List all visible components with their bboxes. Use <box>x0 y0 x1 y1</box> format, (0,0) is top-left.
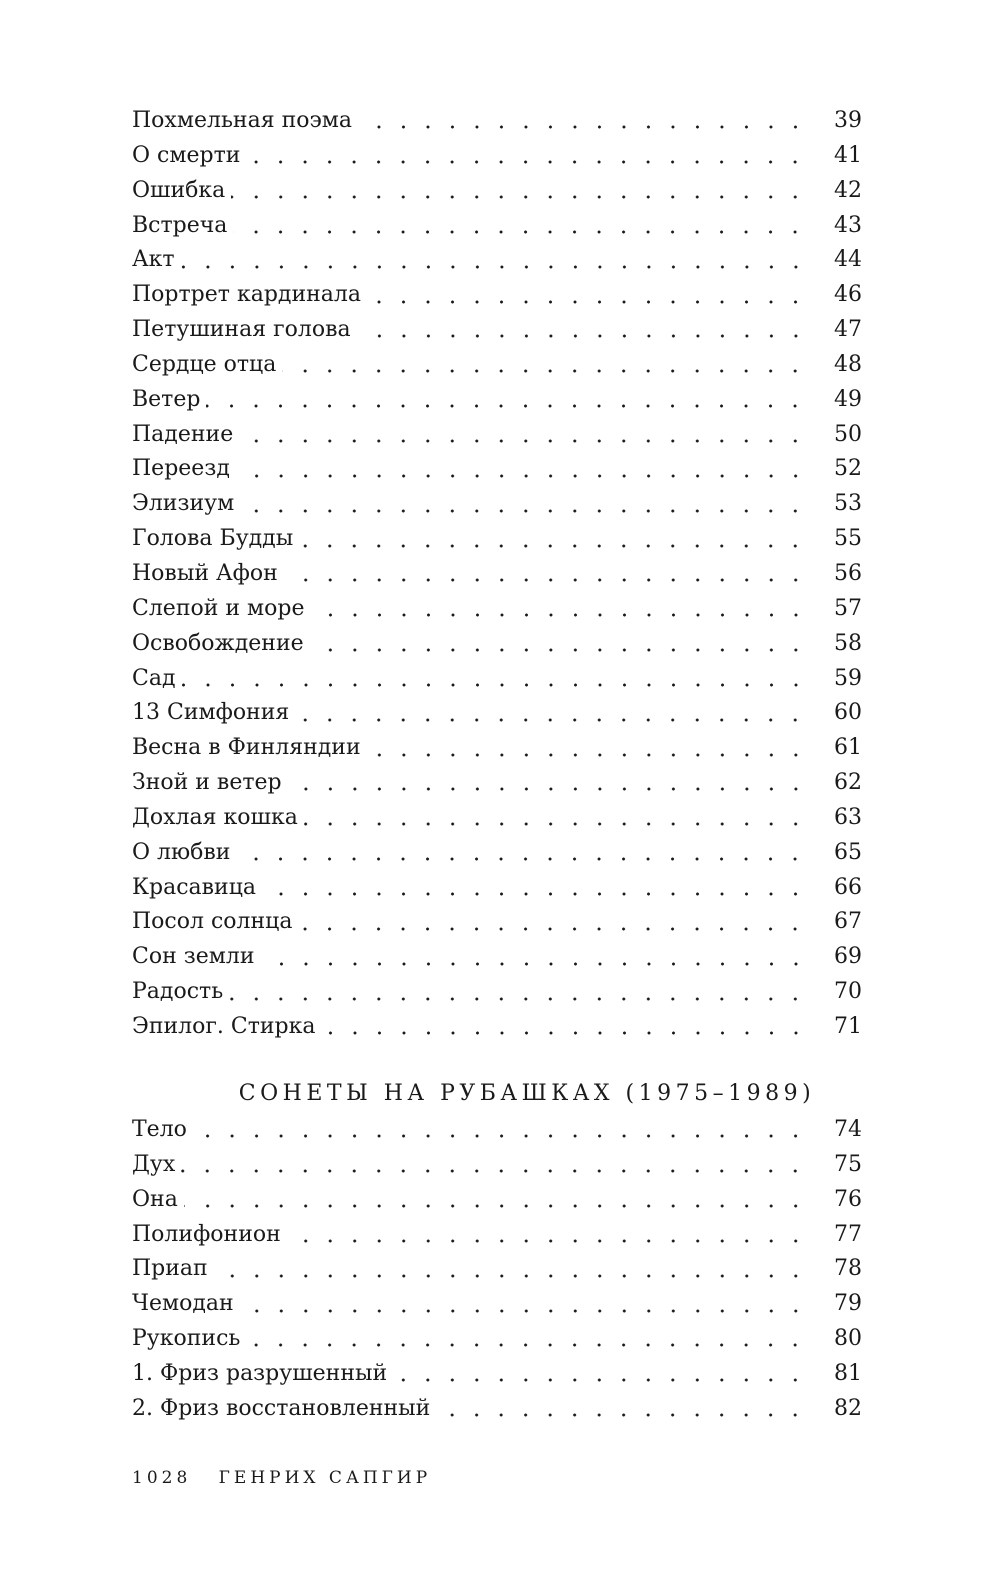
dot-leader <box>299 544 818 550</box>
dot-leader <box>282 369 818 375</box>
table-of-contents-part-1 <box>132 104 862 1045</box>
toc-entry <box>132 1113 862 1148</box>
toc-entry <box>132 662 862 697</box>
toc-entry <box>132 696 862 731</box>
toc-entry-title: Освобождение <box>132 630 304 656</box>
toc-entry <box>132 383 862 418</box>
dot-leader <box>193 1134 818 1140</box>
dot-leader <box>367 300 818 306</box>
toc-entry-title: Сон земли <box>132 944 255 970</box>
dot-leader <box>229 997 818 1003</box>
toc-entry <box>132 104 862 139</box>
toc-entry-title: 1. Фриз разрушенный <box>132 1360 388 1386</box>
toc-entry-title: О смерти <box>132 142 241 168</box>
dot-leader <box>295 718 818 724</box>
toc-entry-title: Весна в Финляндии <box>132 735 361 761</box>
dot-leader <box>184 1204 818 1210</box>
toc-entry-title: Посол солнца <box>132 909 293 935</box>
dot-leader <box>181 1169 818 1175</box>
toc-entry-title: Полифонион <box>132 1221 281 1247</box>
toc-entry-title: Слепой и море <box>132 595 305 621</box>
toc-entry <box>132 1252 862 1287</box>
toc-entry <box>132 278 862 313</box>
toc-entry <box>132 1392 862 1427</box>
dot-leader <box>393 1378 818 1384</box>
dot-leader <box>358 125 818 131</box>
dot-leader <box>262 892 818 898</box>
dot-leader <box>436 1413 818 1419</box>
toc-entry-page-number: 77 <box>834 1221 862 1247</box>
dot-leader <box>236 857 818 863</box>
toc-entry-page-number: 49 <box>834 386 862 412</box>
toc-entry <box>132 940 862 975</box>
toc-entry <box>132 452 862 487</box>
section-heading: СОНЕТЫ НА РУБАШКАХ (1975–1989) <box>238 1081 816 1106</box>
toc-entry-page-number: 42 <box>834 177 862 203</box>
dot-leader <box>322 1031 818 1037</box>
dot-leader <box>236 474 818 480</box>
dot-leader <box>246 160 818 166</box>
toc-entry-page-number: 82 <box>834 1395 862 1421</box>
toc-entry-page-number: 65 <box>834 839 862 865</box>
toc-entry-page-number: 67 <box>834 909 862 935</box>
toc-entry-page-number: 55 <box>834 526 862 552</box>
toc-entry-title: Она <box>132 1186 178 1212</box>
toc-entry-page-number: 81 <box>834 1360 862 1386</box>
toc-entry <box>132 313 862 348</box>
toc-entry-title: Дух <box>132 1151 176 1177</box>
dot-leader <box>239 439 818 445</box>
toc-entry <box>132 1218 862 1253</box>
toc-entry-title: Приап <box>132 1256 208 1282</box>
toc-entry <box>132 731 862 766</box>
toc-entry-page-number: 63 <box>834 804 862 830</box>
toc-entry-page-number: 44 <box>834 247 862 273</box>
toc-entry-title: Сердце отца <box>132 351 277 377</box>
dot-leader <box>233 230 818 236</box>
dot-leader <box>287 1239 818 1245</box>
toc-entry-title: Рукопись <box>132 1326 241 1352</box>
toc-entry <box>132 627 862 662</box>
toc-entry-page-number: 39 <box>834 108 862 133</box>
running-footer <box>132 1466 431 1490</box>
toc-entry-page-number: 60 <box>834 700 862 726</box>
toc-entry-page-number: 43 <box>834 212 862 238</box>
toc-entry-page-number: 69 <box>834 944 862 970</box>
toc-entry-title: Зной и ветер <box>132 770 282 796</box>
dot-leader <box>311 613 818 619</box>
toc-entry-page-number: 48 <box>834 351 862 377</box>
dot-leader <box>261 962 818 968</box>
toc-entry-title: 13 Симфония <box>132 700 290 726</box>
dot-leader <box>284 578 818 584</box>
toc-entry-title: Портрет кардинала <box>132 282 361 308</box>
toc-entry <box>132 975 862 1010</box>
dot-leader <box>288 787 818 793</box>
dot-leader <box>182 683 819 689</box>
toc-entry-title: Ошибка <box>132 177 226 203</box>
toc-entry-title: Элизиум <box>132 491 235 517</box>
toc-entry <box>132 487 862 522</box>
toc-entry-title: Красавица <box>132 874 256 900</box>
toc-entry-title: 2. Фриз восстановленный <box>132 1395 431 1421</box>
toc-entry-page-number: 79 <box>834 1291 862 1317</box>
toc-entry-title: Петушиная голова <box>132 317 351 343</box>
dot-leader <box>367 753 818 759</box>
toc-entry <box>132 139 862 174</box>
toc-entry-page-number: 62 <box>834 770 862 796</box>
dot-leader <box>231 195 818 201</box>
dot-leader <box>240 1309 818 1315</box>
toc-entry <box>132 348 862 383</box>
toc-entry <box>132 592 862 627</box>
toc-entry-title: Новый Афон <box>132 560 278 586</box>
toc-entry-page-number: 61 <box>834 735 862 761</box>
toc-entry-page-number: 70 <box>834 979 862 1005</box>
toc-entry-page-number: 57 <box>834 595 862 621</box>
toc-entry-title: Встреча <box>132 212 228 238</box>
toc-entry-page-number: 66 <box>834 874 862 900</box>
toc-entry <box>132 1010 862 1045</box>
dot-leader <box>181 265 818 271</box>
toc-entry <box>132 905 862 940</box>
toc-entry-title: Похмельная поэма <box>132 108 353 133</box>
toc-entry-page-number: 41 <box>834 142 862 168</box>
toc-entry-title: Сад <box>132 665 176 691</box>
toc-entry-title: Падение <box>132 421 234 447</box>
dot-leader <box>246 1343 818 1349</box>
toc-entry <box>132 557 862 592</box>
toc-entry <box>132 418 862 453</box>
dot-leader <box>298 927 818 933</box>
dot-leader <box>304 822 818 828</box>
toc-entry-title: Голова Будды <box>132 526 294 552</box>
toc-entry-page-number: 71 <box>834 1013 862 1039</box>
toc-entry-title: Эпилог. Стирка <box>132 1013 316 1039</box>
toc-entry-page-number: 76 <box>834 1186 862 1212</box>
toc-entry-title: Чемодан <box>132 1291 234 1317</box>
toc-entry <box>132 836 862 871</box>
dot-leader <box>206 404 818 410</box>
running-author-name: ГЕНРИХ САПГИР <box>218 1468 432 1488</box>
toc-entry <box>132 522 862 557</box>
folio-page-number: 1028 <box>132 1468 192 1488</box>
toc-entry-title: Тело <box>132 1117 187 1142</box>
toc-entry-page-number: 59 <box>834 665 862 691</box>
toc-entry <box>132 209 862 244</box>
toc-entry <box>132 1357 862 1392</box>
toc-entry-title: Радость <box>132 979 224 1005</box>
table-of-contents-part-2 <box>132 1113 862 1427</box>
toc-entry <box>132 1148 862 1183</box>
toc-entry-page-number: 58 <box>834 630 862 656</box>
toc-entry <box>132 871 862 906</box>
toc-entry <box>132 801 862 836</box>
toc-entry <box>132 243 862 278</box>
toc-entry-page-number: 74 <box>834 1117 862 1142</box>
dot-leader <box>240 509 818 515</box>
toc-entry-page-number: 47 <box>834 317 862 343</box>
dot-leader <box>214 1274 818 1280</box>
dot-leader <box>310 648 818 654</box>
toc-entry-title: О любви <box>132 839 231 865</box>
toc-entry <box>132 174 862 209</box>
toc-entry-title: Дохлая кошка <box>132 804 298 830</box>
toc-entry-page-number: 75 <box>834 1151 862 1177</box>
toc-entry-title: Акт <box>132 247 175 273</box>
toc-entry-page-number: 50 <box>834 421 862 447</box>
toc-entry-title: Переезд <box>132 456 230 482</box>
toc-entry-page-number: 52 <box>834 456 862 482</box>
toc-entry <box>132 766 862 801</box>
toc-entry-page-number: 78 <box>834 1256 862 1282</box>
toc-entry-page-number: 56 <box>834 560 862 586</box>
dot-leader <box>357 334 818 340</box>
toc-entry <box>132 1322 862 1357</box>
toc-entry-title: Ветер <box>132 386 201 412</box>
toc-entry <box>132 1183 862 1218</box>
toc-entry-page-number: 46 <box>834 282 862 308</box>
toc-entry <box>132 1287 862 1322</box>
toc-entry-page-number: 80 <box>834 1326 862 1352</box>
toc-entry-page-number: 53 <box>834 491 862 517</box>
